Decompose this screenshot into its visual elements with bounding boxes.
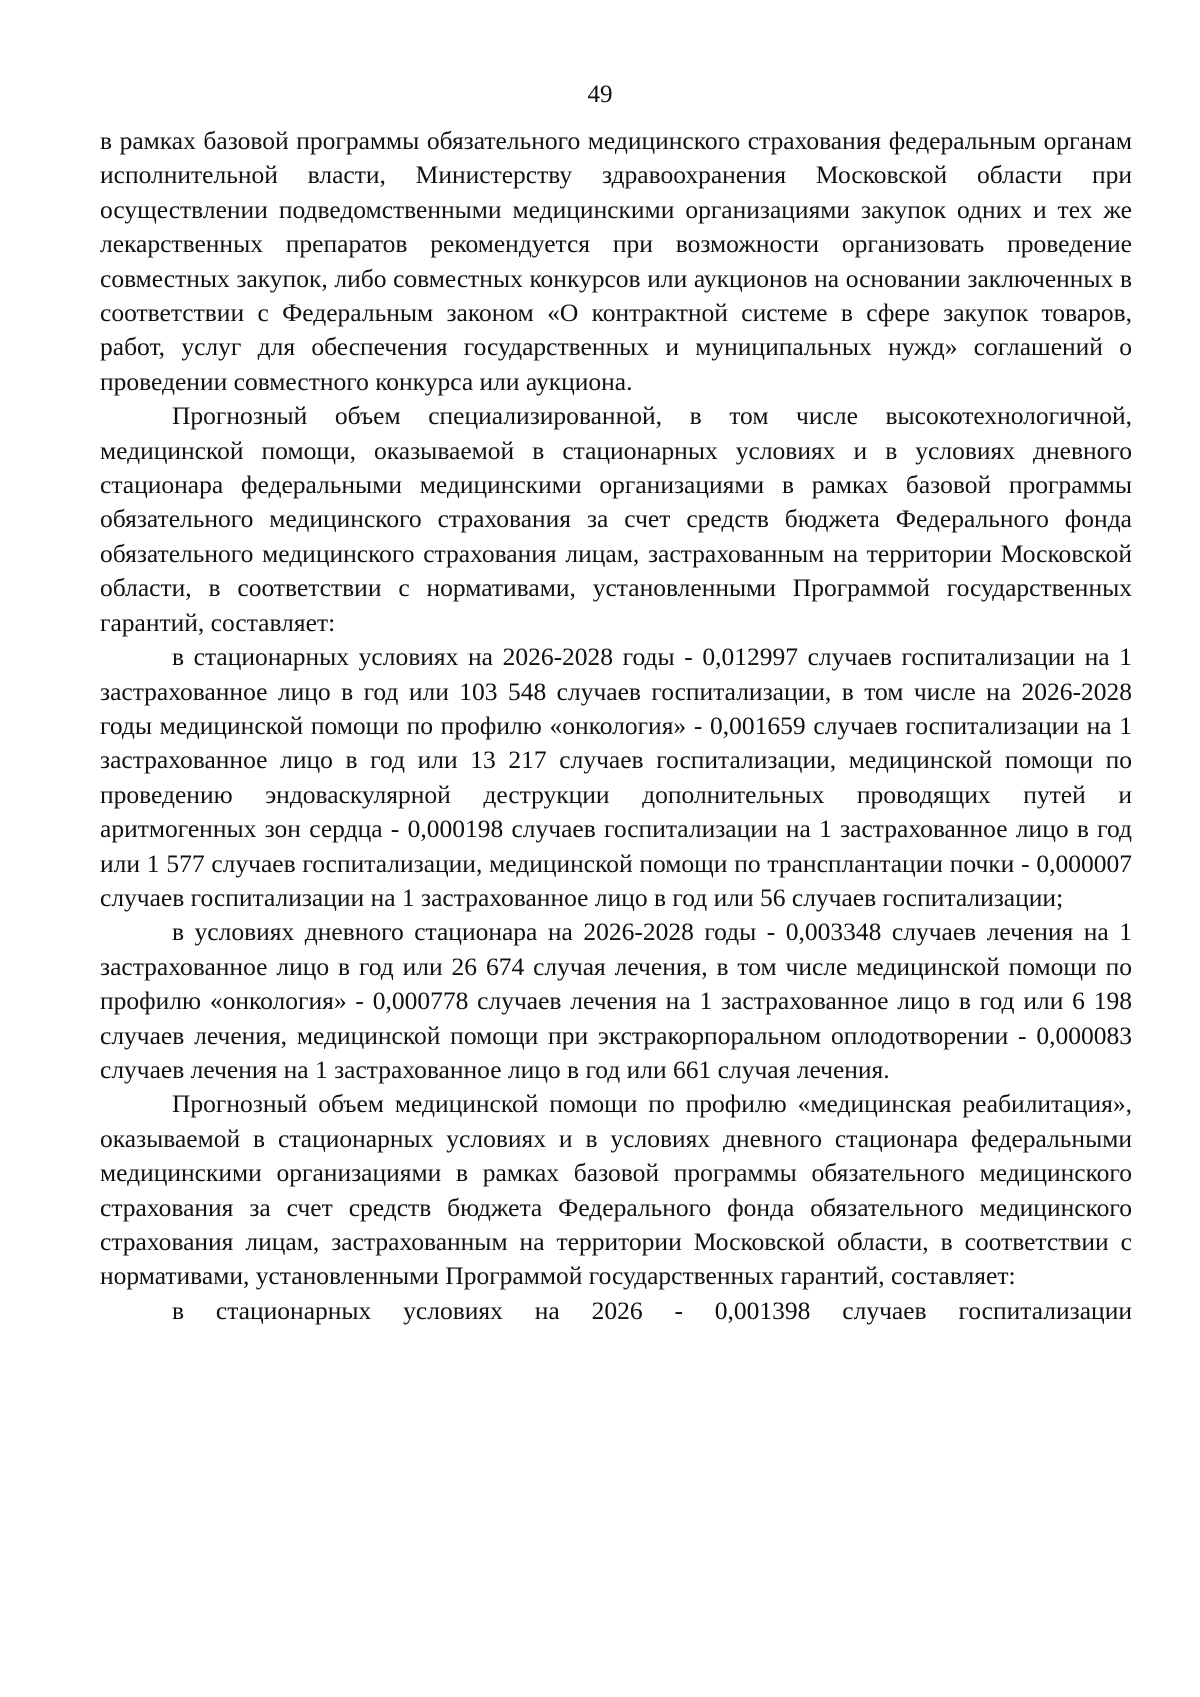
paragraph-rehabilitation-inpatient: в стационарных условиях на 2026 - 0,001398 случаев госпитализации [172, 1295, 1132, 1325]
paragraph-specialized-care-volume: Прогнозный объем специализированной, в том числе высокотехнологичной, медицинской помощи, оказываемой в стационарных условиях и в условиях дневного стационара федеральными медицинскими организациями в рамках базовой программы обязательного медицинского страхования за счет средств бюджета Федерального фонда обязательного медицинского страхования лицам, застрахованным на территории Московской области, в соответствии с нормативами, установленными Программой государственных гарантий, составляет: [100, 401, 1132, 637]
page-number: 49 [587, 81, 613, 108]
paragraph-rehabilitation-volume: Прогнозный объем медицинской помощи по профилю «медицинская реабилитация», оказываемой в стационарных условиях и в условиях дневного стационара федеральными медицинскими организациями в рамках базовой программы обязательного медицинского страхования за счет средств бюджета Федерального фонда обязательного медицинского страхования лицам, застрахованным на территории Московской области, в соответствии с нормативами, установленными Программой государственных гарантий, составляет: [100, 1089, 1132, 1291]
document-body [100, 124, 1132, 1328]
paragraph-day-hospital-conditions: в условиях дневного стационара на 2026-2028 годы - 0,003348 случаев лечения на 1 застрахованное лицо в год или 26 674 случая лечения, в том числе медицинской помощи по профилю «онкология» - 0,000778 случаев лечения на 1 застрахованное лицо в год или 6 198 случаев лечения, медицинской помощи при экстракорпоральном оплодотворении - 0,000083 случаев лечения на 1 застрахованное лицо в год или 661 случая лечения. [100, 917, 1132, 1084]
paragraph-inpatient-conditions: в стационарных условиях на 2026-2028 годы - 0,012997 случаев госпитализации на 1 застрахованное лицо в год или 103 548 случаев госпитализации, в том числе на 2026-2028 годы медицинской помощи по профилю «онкология» - 0,001659 случаев госпитализации на 1 застрахованное лицо в год или 13 217 случаев госпитализации, медицинской помощи по проведению эндоваскулярной деструкции дополнительных проводящих путей и аритмогенных зон сердца - 0,000198 случаев госпитализации на 1 застрахованное лицо в год или 1 577 случаев госпитализации, медицинской помощи по трансплантации почки - 0,000007 случаев госпитализации на 1 застрахованное лицо в год или 56 случаев госпитализации; [100, 642, 1132, 912]
paragraph-procurement: в рамках базовой программы обязательного медицинского страхования федеральным органам исполнительной власти, Министерству здравоохранения Московской области при осуществлении подведомственными медицинскими организациями закупок одних и тех же лекарственных препаратов рекомендуется при возможности организовать проведение совместных закупок, либо совместных конкурсов или аукционов на основании заключенных в соответствии с Федеральным законом «О контрактной системе в сфере закупок товаров, работ, услуг для обеспечения государственных и муниципальных нужд» соглашений о проведении совместного конкурса или аукциона. [100, 126, 1132, 396]
